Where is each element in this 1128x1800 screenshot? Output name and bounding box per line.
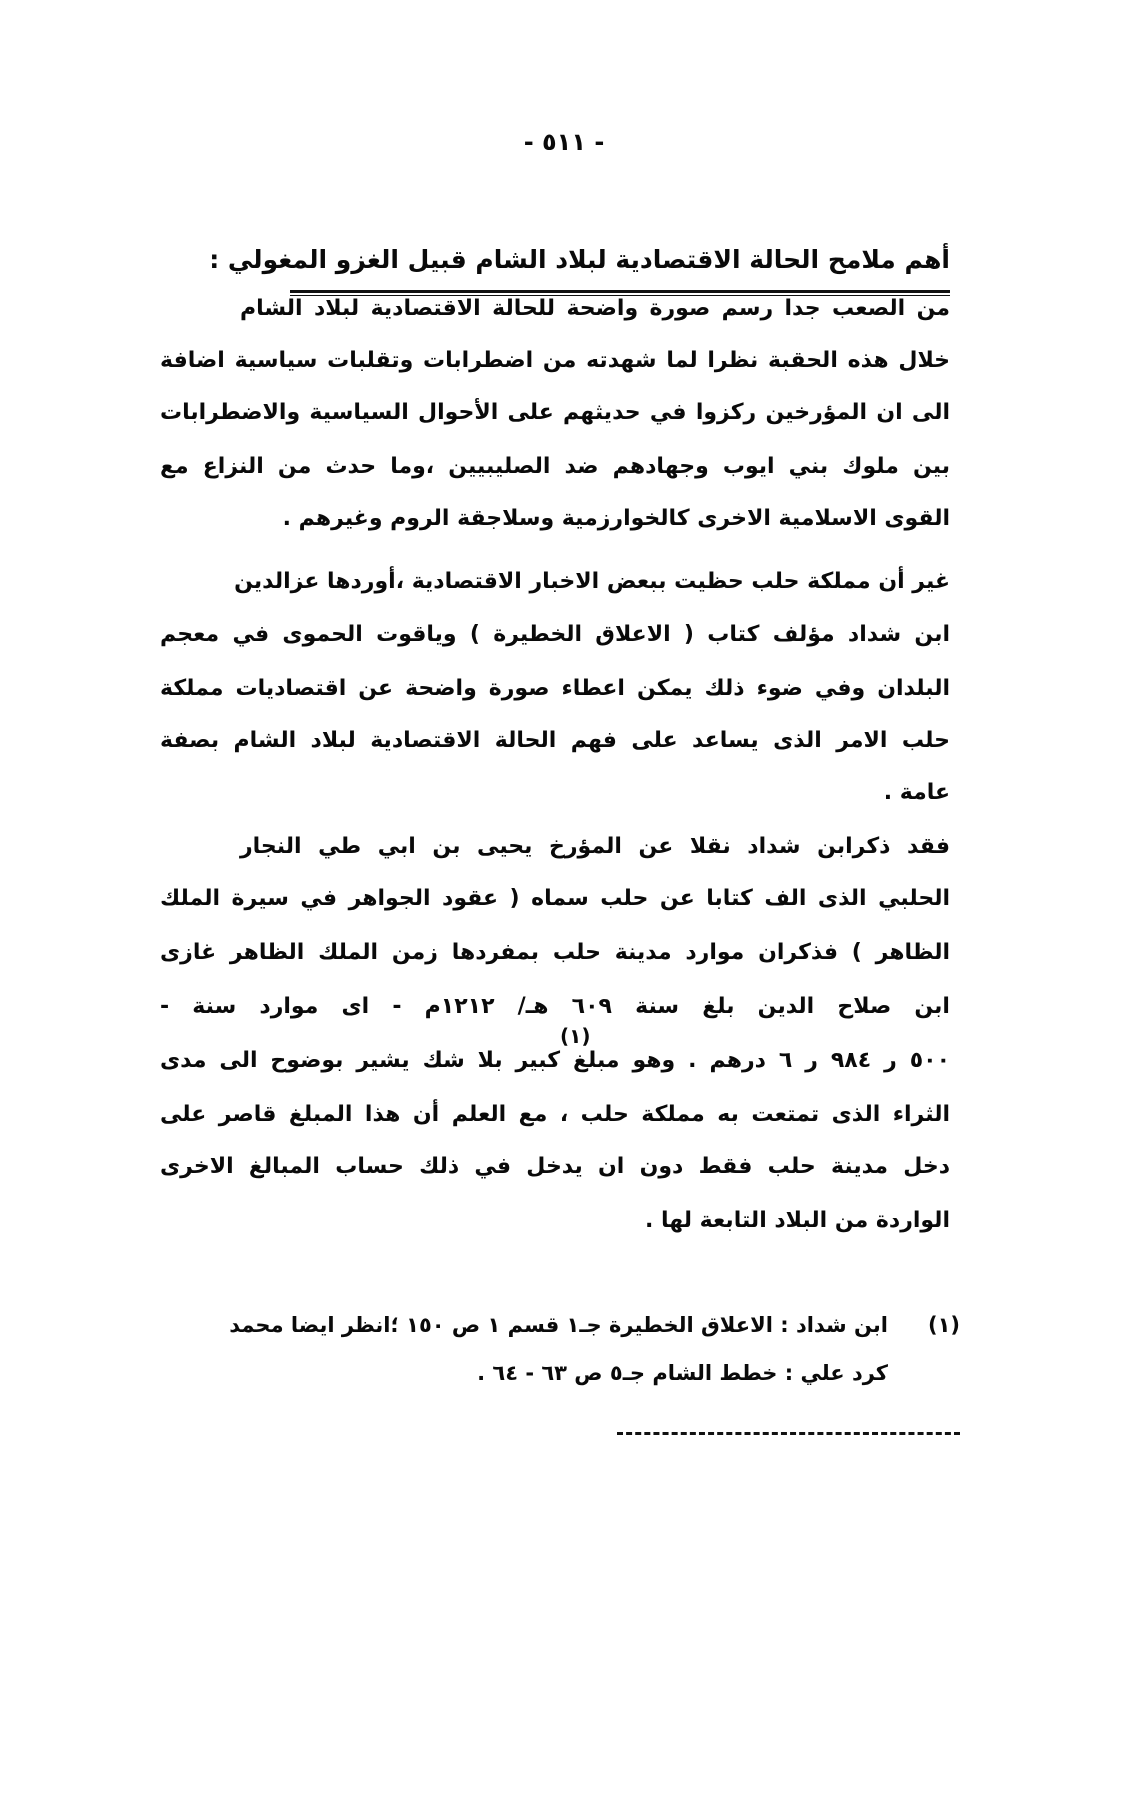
section-heading: أهم ملامح الحالة الاقتصادية لبلاد الشام قبيل الغزو المغولي : bbox=[209, 245, 950, 274]
paragraph-line: الثراء الذى تمتعت به مملكة حلب ، مع العلم أن هذا المبلغ قاصر على bbox=[160, 1102, 950, 1127]
footnote-line: ابن شداد : الاعلاق الخطيرة جـ١ قسم ١ ص ١٥٠ ؛انظر ايضا محمد bbox=[229, 1313, 888, 1337]
paragraph-line: ابن صلاح الدين بلغ سنة ٦٠٩ هـ/ ١٢١٢م - اى موارد سنة - bbox=[160, 994, 950, 1019]
paragraph-line: عامة . bbox=[883, 780, 950, 805]
paragraph-line: الحلبي الذى الف كتابا عن حلب سماه ( عقود الجواهر في سيرة الملك bbox=[160, 886, 950, 911]
paragraph-line: حلب الامر الذى يساعد على فهم الحالة الاقتصادية لبلاد الشام بصفة bbox=[160, 728, 950, 753]
paragraph-line: بين ملوك بني ايوب وجهادهم ضد الصليبيين ،وما حدث من النزاع مع bbox=[160, 454, 950, 479]
paragraph-line: البلدان وفي ضوء ذلك يمكن اعطاء صورة واضحة عن اقتصاديات مملكة bbox=[160, 676, 950, 701]
page-number: - ٥١١ - bbox=[523, 128, 605, 156]
paragraph-line: فقد ذكرابن شداد نقلا عن المؤرخ يحيى بن ابي طي النجار bbox=[240, 834, 950, 859]
paragraph-line: ابن شداد مؤلف كتاب ( الاعلاق الخطيرة ) وياقوت الحموى في معجم bbox=[160, 622, 950, 647]
footnote-line: كرد علي : خطط الشام جـ٥ ص ٦٣ - ٦٤ . bbox=[477, 1361, 888, 1385]
paragraph-line: من الصعب جدا رسم صورة واضحة للحالة الاقتصادية لبلاد الشام bbox=[240, 296, 950, 321]
paragraph-line: ٥٠٠ ر ٩٨٤ ر ٦ درهم . وهو مبلغ كبير بلا شك يشير بوضوح الى مدى bbox=[160, 1048, 951, 1073]
paragraph-line: الظاهر ) فذكران موارد مدينة حلب بمفردها زمن الملك الظاهر غازى bbox=[160, 940, 950, 965]
paragraph-line: دخل مدينة حلب فقط دون ان يدخل في ذلك حساب المبالغ الاخرى bbox=[160, 1154, 950, 1179]
footnote-marker: (١) bbox=[927, 1313, 960, 1337]
paragraph-line: الواردة من البلاد التابعة لها . bbox=[644, 1208, 950, 1233]
paragraph-line: القوى الاسلامية الاخرى كالخوارزمية وسلاجقة الروم وغيرهم . bbox=[282, 506, 950, 531]
footnote-divider bbox=[617, 1432, 960, 1435]
paragraph-line: خلال هذه الحقبة نظرا لما شهدته من اضطرابات وتقلبات سياسية اضافة bbox=[160, 348, 950, 373]
footnote-reference: (١) bbox=[560, 1024, 591, 1048]
paragraph-line: غير أن مملكة حلب حظيت ببعض الاخبار الاقتصادية ،أوردها عزالدين bbox=[234, 569, 950, 594]
paragraph-line: الى ان المؤرخين ركزوا في حديثهم على الأحوال السياسية والاضطرابات bbox=[160, 400, 950, 425]
